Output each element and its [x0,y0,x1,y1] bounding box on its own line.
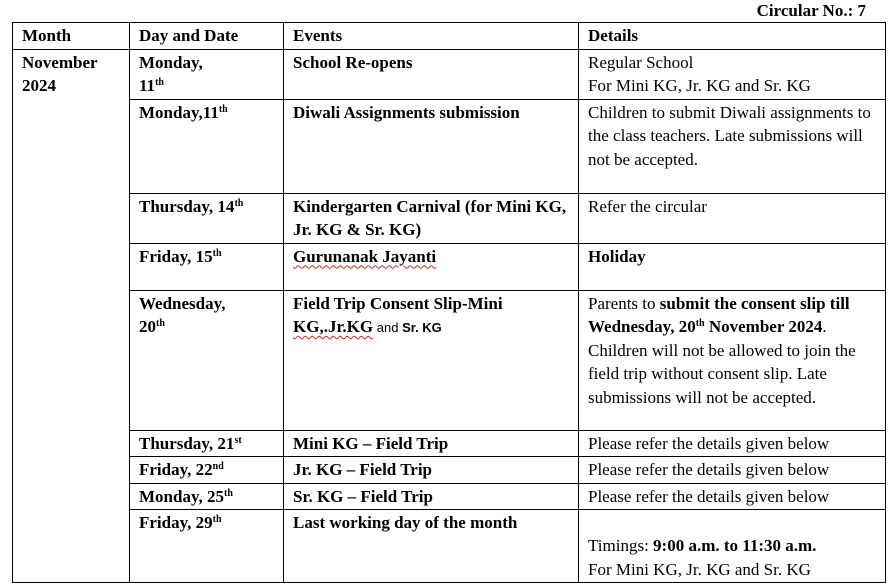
event-cell: Gurunanak Jayanti [284,243,579,290]
event-cell: School Re-opens [284,49,579,99]
details-cell: Please refer the details given below [579,430,886,457]
day-cell: Monday, 25th [130,483,284,510]
table-row [13,290,886,430]
table-row [13,243,886,290]
details-cell: Regular School For Mini KG, Jr. KG and Sr. KG [579,49,886,99]
event-cell: Sr. KG – Field Trip [284,483,579,510]
details-cell: Parents to submit the consent slip till Wednesday, 20th November 2024. Children will not be allowed to join the field trip without consent slip. Late submissions will not be accepted. [579,290,886,430]
event-cell: Field Trip Consent Slip-Mini KG,.Jr.KG and Sr. KG [284,290,579,430]
header-day: Day and Date [130,23,284,50]
header-month: Month [13,23,130,50]
day-cell: Friday, 22nd [130,457,284,484]
table-row [13,99,886,193]
events-table [12,22,886,583]
day-cell: Wednesday, 20th [130,290,284,430]
event-cell: Kindergarten Carnival (for Mini KG, Jr. KG & Sr. KG) [284,193,579,243]
details-cell: Timings: 9:00 a.m. to 11:30 a.m. For Mini KG, Jr. KG and Sr. KG [579,510,886,583]
table-row [13,430,886,457]
day-cell: Thursday, 21st [130,430,284,457]
header-events: Events [284,23,579,50]
header-details: Details [579,23,886,50]
details-cell: Holiday [579,243,886,290]
table-row [13,457,886,484]
event-cell: Diwali Assignments submission [284,99,579,193]
day-cell: Monday, 11th [130,49,284,99]
event-cell: Last working day of the month [284,510,579,583]
details-cell: Refer the circular [579,193,886,243]
header-row [13,23,886,50]
day-cell: Thursday, 14th [130,193,284,243]
event-cell: Jr. KG – Field Trip [284,457,579,484]
details-cell: Please refer the details given below [579,457,886,484]
table-row [13,483,886,510]
table-row [13,49,886,99]
details-cell: Please refer the details given below [579,483,886,510]
circular-number: Circular No.: 7 [756,1,866,20]
details-cell: Children to submit Diwali assignments to the class teachers. Late submissions will not be accepted. [579,99,886,193]
month-cell: November 2024 [13,49,130,583]
table-row [13,510,886,583]
day-cell: Friday, 15th [130,243,284,290]
table-row [13,193,886,243]
day-cell: Monday,11th [130,99,284,193]
day-cell: Friday, 29th [130,510,284,583]
event-cell: Mini KG – Field Trip [284,430,579,457]
